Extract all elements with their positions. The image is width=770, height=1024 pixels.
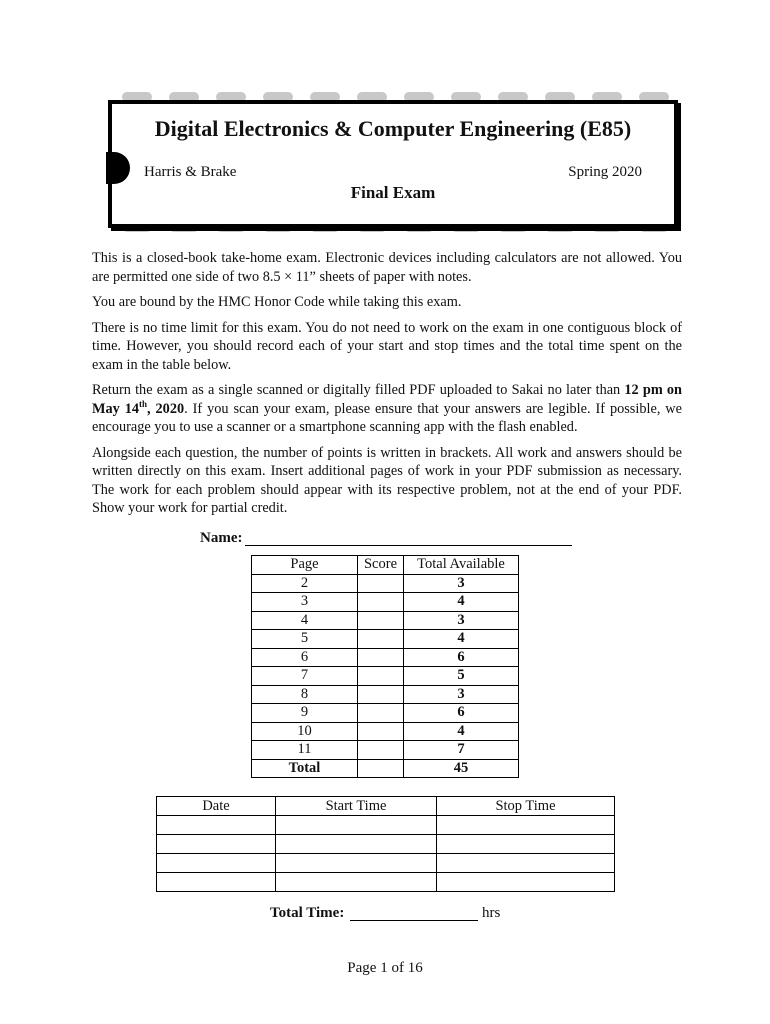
instruction-paragraph: You are bound by the HMC Honor Code while taking this exam. bbox=[92, 294, 462, 310]
total-cell: 6 bbox=[404, 704, 519, 723]
start-time-cell[interactable] bbox=[276, 854, 437, 873]
score-cell[interactable] bbox=[358, 611, 404, 630]
total-cell: 4 bbox=[404, 630, 519, 649]
page-cell: 8 bbox=[252, 685, 358, 704]
instruction-text: Return the exam as a single scanned or digitally filled PDF uploaded to Sakai no later than bbox=[92, 382, 625, 398]
score-table bbox=[251, 555, 519, 778]
course-authors: Harris & Brake bbox=[144, 164, 237, 180]
date-cell[interactable] bbox=[157, 816, 276, 835]
instruction-text: . If you scan your exam, please ensure that your answers are legible. If possible, we encourage you to use a scanner or a smartphone scanning app with the flash enabled. bbox=[92, 400, 682, 435]
table-row bbox=[252, 722, 519, 741]
page-cell: 3 bbox=[252, 593, 358, 612]
instruction-paragraph: There is no time limit for this exam. You do not need to work on the exam in one contiguous block of time. However, you should record each of your start and stop times and the total time spent on the exam in the table below. bbox=[92, 319, 682, 373]
start-time-cell[interactable] bbox=[276, 873, 437, 892]
total-cell: 6 bbox=[404, 648, 519, 667]
header-page: Page bbox=[252, 556, 358, 575]
page-cell: 10 bbox=[252, 722, 358, 741]
total-cell: 3 bbox=[404, 611, 519, 630]
instruction-paragraph: Alongside each question, the number of points is written in brackets. All work and answers should be written directly on this exam. Insert additional pages of work in your PDF submission as necessary. The work for each problem should appear with its respective problem, not at the end of your PDF. Show your work for partial credit. bbox=[92, 444, 682, 516]
score-cell[interactable] bbox=[358, 667, 404, 686]
exam-title: Final Exam bbox=[350, 183, 436, 202]
score-cell[interactable] bbox=[358, 648, 404, 667]
time-table-header bbox=[157, 797, 615, 816]
table-row bbox=[157, 816, 615, 835]
table-row bbox=[252, 593, 519, 612]
instructions bbox=[92, 249, 682, 525]
table-total-row bbox=[252, 759, 519, 778]
page-number: Page 1 of 16 bbox=[347, 960, 423, 976]
score-table-header bbox=[252, 556, 519, 575]
total-available: 45 bbox=[404, 759, 519, 778]
name-field[interactable] bbox=[245, 545, 572, 546]
instruction-paragraph: This is a closed-book take-home exam. Electronic devices including calculators are not allowed. You are permitted one side of two 8.5 × 11” sheets of paper with notes. bbox=[92, 250, 682, 285]
course-term: Spring 2020 bbox=[568, 164, 642, 180]
chip-notch bbox=[106, 152, 130, 184]
table-row bbox=[252, 741, 519, 760]
title-chip bbox=[108, 100, 676, 226]
page-cell: 7 bbox=[252, 667, 358, 686]
stop-time-cell[interactable] bbox=[437, 854, 615, 873]
score-cell[interactable] bbox=[358, 593, 404, 612]
table-row bbox=[157, 873, 615, 892]
page-cell: 6 bbox=[252, 648, 358, 667]
total-cell: 4 bbox=[404, 722, 519, 741]
header-date: Date bbox=[157, 797, 276, 816]
total-cell: 3 bbox=[404, 574, 519, 593]
table-row bbox=[252, 574, 519, 593]
total-cell: 3 bbox=[404, 685, 519, 704]
page-cell: 2 bbox=[252, 574, 358, 593]
score-cell[interactable] bbox=[358, 574, 404, 593]
date-cell[interactable] bbox=[157, 873, 276, 892]
deadline-year: , 2020 bbox=[147, 400, 185, 417]
total-cell: 5 bbox=[404, 667, 519, 686]
table-row bbox=[252, 685, 519, 704]
table-row bbox=[252, 611, 519, 630]
start-time-cell[interactable] bbox=[276, 816, 437, 835]
chip-body bbox=[108, 100, 678, 228]
score-cell[interactable] bbox=[358, 685, 404, 704]
start-time-cell[interactable] bbox=[276, 835, 437, 854]
deadline-text: 12 pm on May 14 bbox=[92, 382, 683, 417]
total-label: Total bbox=[252, 759, 358, 778]
total-cell: 4 bbox=[404, 593, 519, 612]
total-time-field[interactable] bbox=[350, 920, 478, 921]
date-cell[interactable] bbox=[157, 854, 276, 873]
score-cell[interactable] bbox=[358, 741, 404, 760]
header-score: Score bbox=[358, 556, 404, 575]
table-row bbox=[252, 667, 519, 686]
header-total-available: Total Available bbox=[404, 556, 519, 575]
course-title: Digital Electronics & Computer Engineering (E85) bbox=[154, 116, 632, 141]
date-cell[interactable] bbox=[157, 835, 276, 854]
header-stop-time: Stop Time bbox=[437, 797, 615, 816]
stop-time-cell[interactable] bbox=[437, 873, 615, 892]
deadline-ordinal: th bbox=[139, 398, 148, 409]
time-log-table bbox=[156, 796, 615, 892]
page-cell: 4 bbox=[252, 611, 358, 630]
total-score-cell[interactable] bbox=[358, 759, 404, 778]
score-cell[interactable] bbox=[358, 722, 404, 741]
table-row bbox=[157, 854, 615, 873]
name-label: Name: bbox=[200, 530, 243, 546]
page-cell: 9 bbox=[252, 704, 358, 723]
total-cell: 7 bbox=[404, 741, 519, 760]
table-row bbox=[157, 835, 615, 854]
instruction-paragraph bbox=[92, 381, 682, 437]
total-time-units: hrs bbox=[482, 905, 501, 921]
stop-time-cell[interactable] bbox=[437, 816, 615, 835]
score-cell[interactable] bbox=[358, 630, 404, 649]
table-row bbox=[252, 648, 519, 667]
stop-time-cell[interactable] bbox=[437, 835, 615, 854]
total-time-label: Total Time: bbox=[270, 905, 345, 921]
score-cell[interactable] bbox=[358, 704, 404, 723]
page-cell: 5 bbox=[252, 630, 358, 649]
table-row bbox=[252, 704, 519, 723]
table-row bbox=[252, 630, 519, 649]
page-cell: 11 bbox=[252, 741, 358, 760]
header-start-time: Start Time bbox=[276, 797, 437, 816]
